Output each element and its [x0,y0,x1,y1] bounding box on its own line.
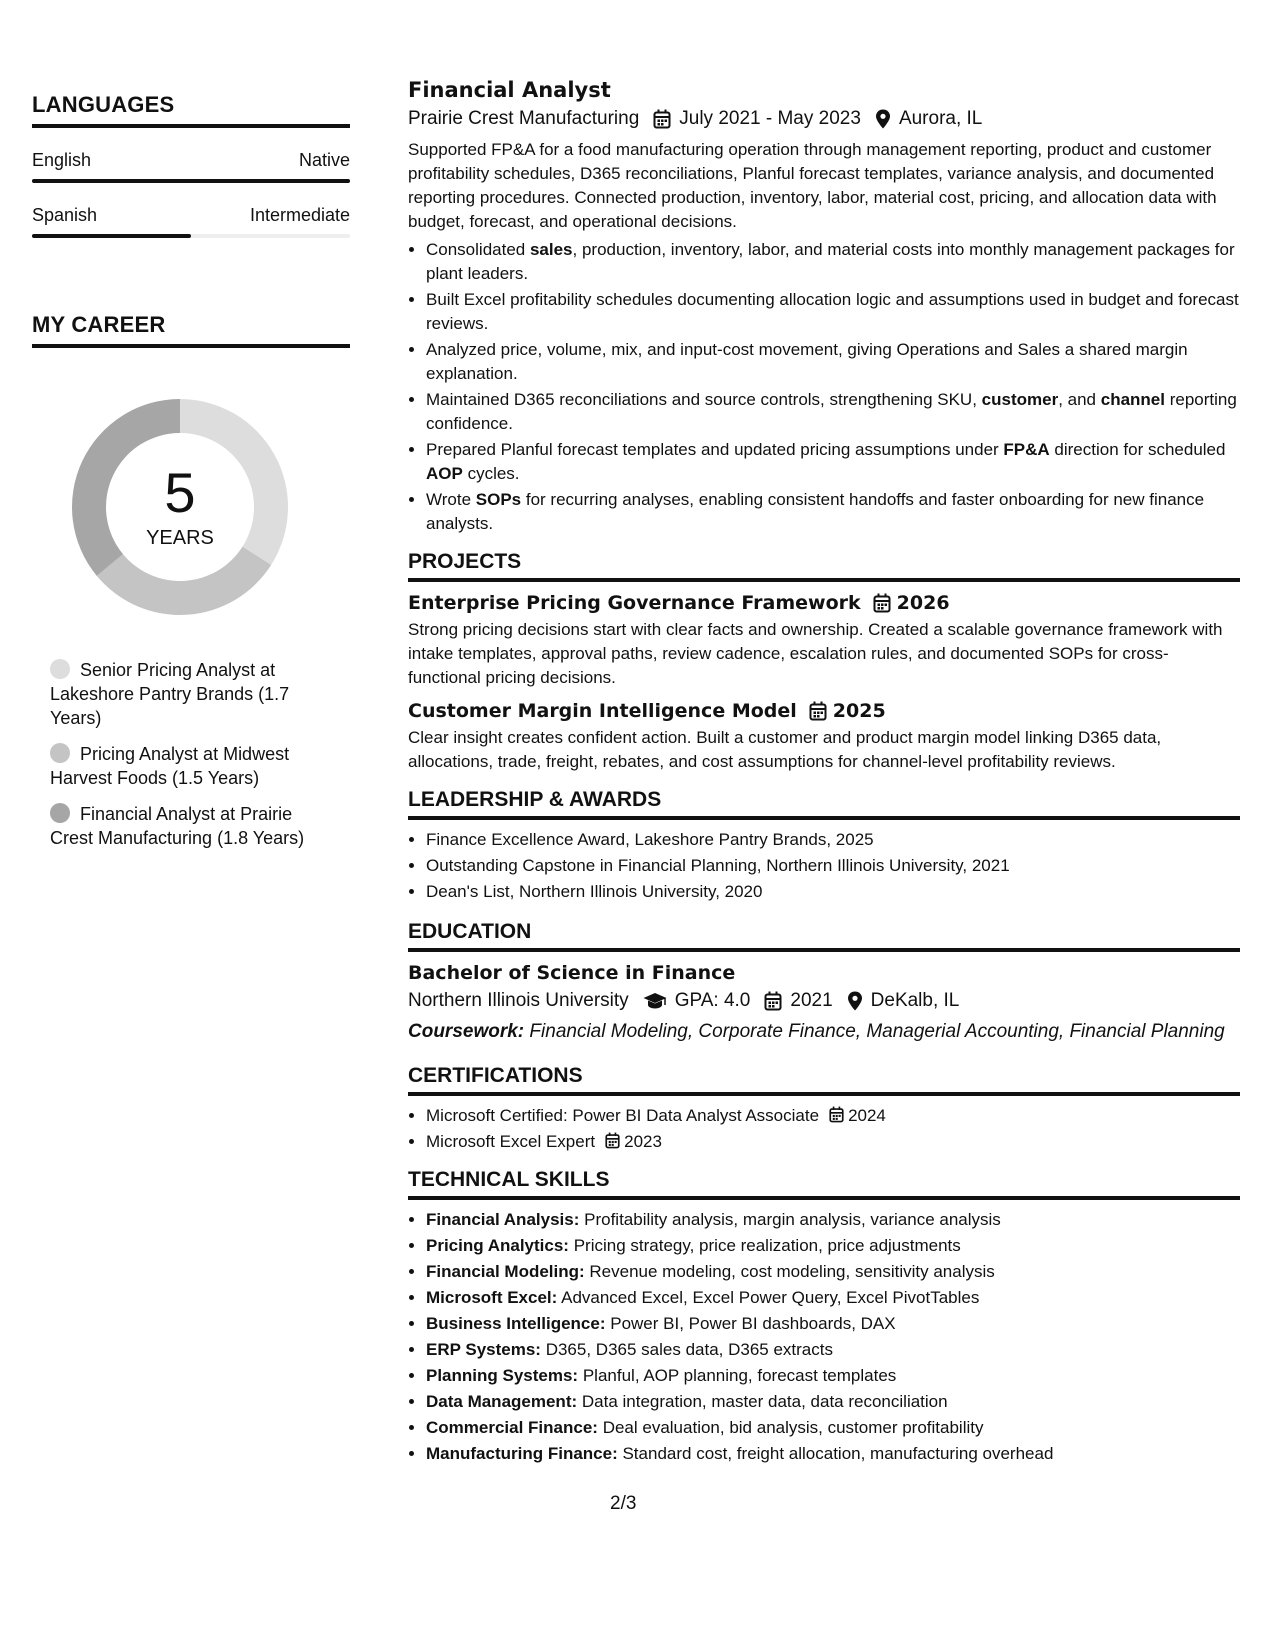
skill-value: Advanced Excel, Excel Power Query, Excel PivotTables [561,1288,980,1307]
job-bullet [426,238,1240,286]
bullet-bold-text: sales [529,240,573,259]
skill-item [426,1390,1240,1414]
bullet-text: Wrote [426,490,476,509]
legend-dot [50,743,70,763]
skill-value: Standard cost, freight allocation, manufacturing overhead [622,1444,1054,1463]
skill-label: Financial Modeling: [426,1262,585,1281]
location-pin-icon [875,109,891,129]
career-legend-item [50,658,330,730]
skill-value: Deal evaluation, bid analysis, customer profitability [602,1418,984,1437]
skill-label: ERP Systems: [426,1340,541,1359]
skill-value: D365, D365 sales data, D365 extracts [545,1340,833,1359]
projects-list [408,592,1240,774]
donut-center [65,392,295,622]
job-summary: Supported FP&A for a food manufacturing operation through management reporting, product and customer profitability schedules, D365 reconciliations, Planful forecast templates, variance analysis, and documented reporting procedures. Connected production, inventory, labor, material cost, pricing, and allocation data with budget, forecast, and operational decisions. [408,140,1217,231]
education-degree: Bachelor of Science in Finance [408,962,736,984]
page-number: 2/3 [610,1493,637,1514]
education-school: Northern Illinois University [408,990,629,1011]
location-pin-icon [847,991,863,1011]
leadership-heading: LEADERSHIP & AWARDS [408,788,1240,820]
career-legend-item [50,802,330,850]
sidebar [32,92,350,862]
project-year: 2025 [832,700,886,722]
project-description: Clear insight creates confident action. Built a customer and product margin model linking D365 data, allocations, trade, freight, rebates, and cost assumptions for channel-level profitability reviews. [408,728,1162,771]
bullet-bold-text: FP&A [1003,440,1050,459]
career-total-unit: YEARS [146,526,214,549]
language-level-fill [32,234,191,238]
skill-value: Profitability analysis, margin analysis, variance analysis [584,1210,1001,1229]
education-gpa: GPA: 4.0 [674,990,751,1011]
education-location: DeKalb, IL [870,990,960,1011]
career-legend [50,658,330,850]
skill-item [426,1260,1240,1284]
job-meta [408,108,1240,130]
job-bullets [408,238,1240,536]
job-location: Aurora, IL [898,108,983,129]
language-row [32,205,350,226]
skills-list [408,1208,1240,1466]
language-level-fill [32,179,350,183]
coursework-label: Coursework: [408,1021,525,1042]
bullet-bold-text: customer [981,390,1059,409]
project-title: Enterprise Pricing Governance Framework [408,592,861,614]
certifications-list [408,1104,1240,1154]
skill-item [426,1338,1240,1362]
bullet-bold-text: channel [1100,390,1165,409]
award-item: • Outstanding Capstone in Financial Planning, Northern Illinois University, 2021 [426,854,1240,878]
bullet-text: Prepared Planful forecast templates and updated pricing assumptions under [426,440,1004,459]
skill-value: Power BI, Power BI dashboards, DAX [610,1314,896,1333]
skill-value: Pricing strategy, price realization, price adjustments [573,1236,961,1255]
skill-value: Planful, AOP planning, forecast templates [582,1366,897,1385]
job-company: Prairie Crest Manufacturing [408,108,640,129]
language-level-bar [32,234,350,238]
certification-item [426,1130,1240,1154]
bullet-text: , production, inventory, labor, and material costs into monthly management packages for plant leaders. [426,240,1235,283]
legend-dot [50,659,70,679]
bullet-text: Consolidated [426,240,530,259]
certification-name: Microsoft Excel Expert [426,1132,596,1151]
bullet-text: Built Excel profitability schedules documenting allocation logic and assumptions used in budget and forecast reviews. [426,290,1239,333]
skills-heading: TECHNICAL SKILLS [408,1168,1240,1200]
skill-item [426,1208,1240,1232]
language-level-bar [32,179,350,183]
calendar-icon [605,1132,620,1149]
bullet-text: direction for scheduled [1049,440,1226,459]
leadership-list [408,828,1240,904]
bullet-text: Maintained D365 reconciliations and source controls, strengthening SKU, [426,390,982,409]
skill-label: Data Management: [426,1392,578,1411]
job-bullet [426,488,1240,536]
education-coursework [408,1020,1240,1044]
skill-label: Commercial Finance: [426,1418,598,1437]
career-legend-label: Pricing Analyst at Midwest Harvest Foods (1.5 Years) [50,744,290,788]
career-legend-item [50,742,330,790]
skill-label: Financial Analysis: [426,1210,580,1229]
skill-value: Revenue modeling, cost modeling, sensitivity analysis [589,1262,995,1281]
skill-label: Business Intelligence: [426,1314,606,1333]
certification-item [426,1104,1240,1128]
career-heading: MY CAREER [32,312,350,348]
career-legend-label: Financial Analyst at Prairie Crest Manufacturing (1.8 Years) [50,804,305,848]
bullet-text: Analyzed price, volume, mix, and input-cost movement, giving Operations and Sales a shared margin explanation. [426,340,1188,383]
project-title-row [408,592,1240,614]
project-title-row [408,700,1240,722]
language-name: Spanish [32,205,98,225]
project-title: Customer Margin Intelligence Model [408,700,797,722]
job-bullet [426,388,1240,436]
skill-label: Pricing Analytics: [426,1236,569,1255]
education-year: 2021 [790,990,833,1011]
language-level: Native [298,150,350,170]
career-legend-label: Senior Pricing Analyst at Lakeshore Pantry Brands (1.7 Years) [50,660,290,728]
skill-item [426,1442,1240,1466]
job-dates: July 2021 - May 2023 [679,108,861,129]
skill-label: Microsoft Excel: [426,1288,558,1307]
projects-heading: PROJECTS [408,550,1240,582]
skill-item [426,1312,1240,1336]
skill-item [426,1364,1240,1388]
certification-year: 2023 [624,1132,662,1151]
certification-year: 2024 [848,1106,886,1125]
main-content [408,78,1240,1468]
job-title: Financial Analyst [408,78,611,102]
job-bullet [426,338,1240,386]
certification-name: Microsoft Certified: Power BI Data Analyst Associate [426,1106,820,1125]
skill-item [426,1286,1240,1310]
legend-dot [50,803,70,823]
languages-list [32,150,350,238]
bullet-text: reporting confidence. [426,390,1237,433]
calendar-icon [764,991,782,1011]
language-name: English [32,150,92,170]
award-item: • Finance Excellence Award, Lakeshore Pantry Brands, 2025 [426,828,1240,852]
skill-label: Planning Systems: [426,1366,579,1385]
calendar-icon [829,1106,844,1123]
bullet-text: cycles. [462,464,520,483]
certifications-heading: CERTIFICATIONS [408,1064,1240,1096]
education-meta [408,990,1240,1012]
skill-item [426,1416,1240,1440]
career-donut-chart [65,392,295,622]
education-heading: EDUCATION [408,920,1240,952]
coursework-list: Financial Modeling, Corporate Finance, Managerial Accounting, Financial Planning [529,1021,1225,1042]
award-item: • Dean's List, Northern Illinois University, 2020 [426,880,1240,904]
bullet-bold-text: SOPs [475,490,522,509]
job-bullet [426,288,1240,336]
project-description: Strong pricing decisions start with clear facts and ownership. Created a scalable governance framework with intake templates, approval paths, review cadence, escalation rules, and documented SOPs for cross-functional pricing decisions. [408,620,1223,687]
languages-heading: LANGUAGES [32,92,350,128]
graduation-cap-icon [643,992,667,1010]
skill-value: Data integration, master data, data reconciliation [581,1392,948,1411]
project-year: 2026 [896,592,950,614]
calendar-icon [653,109,671,129]
language-row [32,150,350,171]
bullet-text: , and [1058,390,1101,409]
job-bullet [426,438,1240,486]
bullet-bold-text: AOP [426,464,463,483]
calendar-icon [873,593,891,613]
skill-item [426,1234,1240,1258]
calendar-icon [809,701,827,721]
career-total-years: 5 [164,460,196,524]
bullet-text: for recurring analyses, enabling consistent handoffs and faster onboarding for new finance analysts. [426,490,1205,533]
skill-label: Manufacturing Finance: [426,1444,618,1463]
language-level: Intermediate [249,205,350,225]
